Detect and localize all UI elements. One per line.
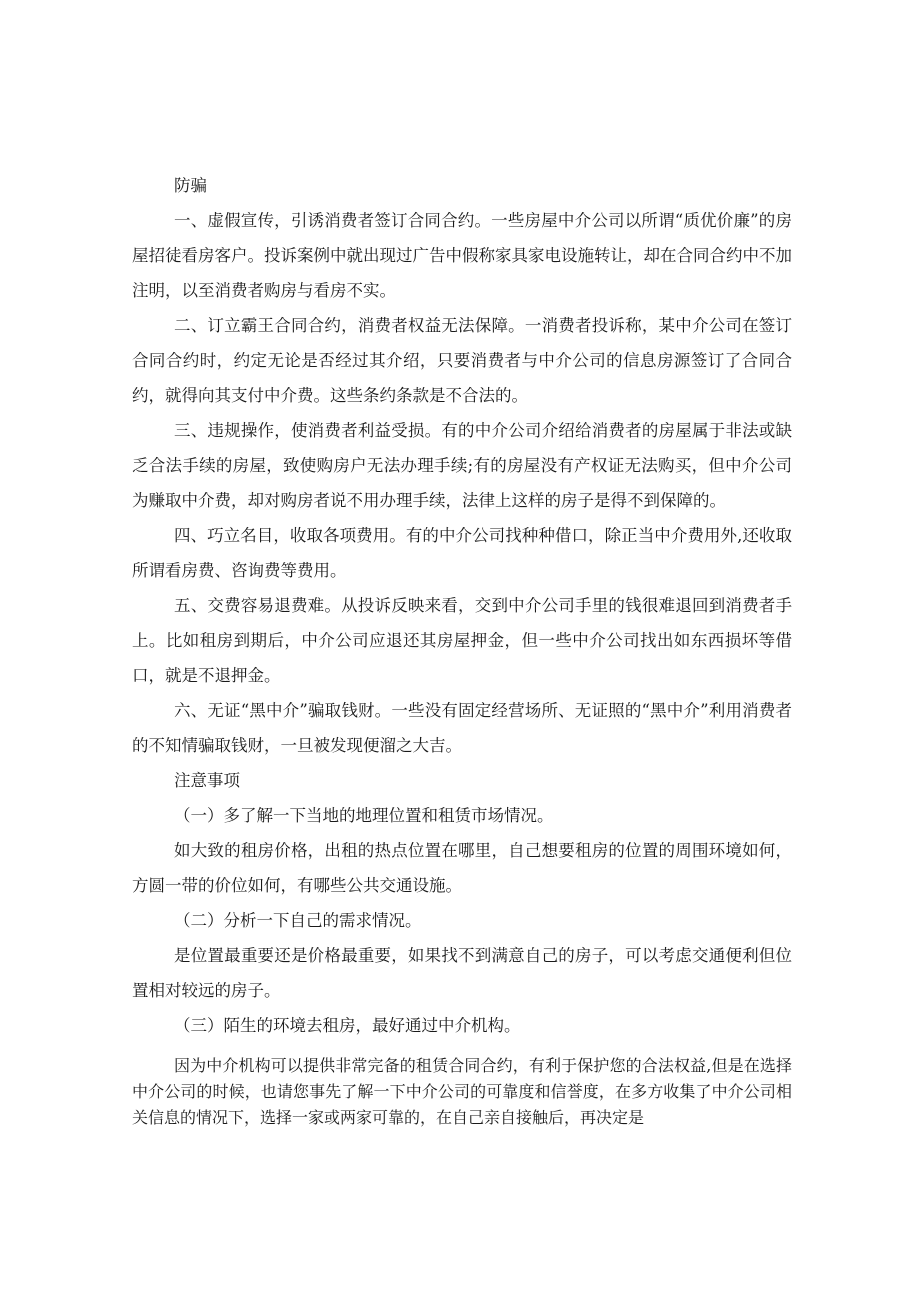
section-title-notes: 注意事项 [174, 771, 240, 790]
paragraph-6: 六、无证“黑中介”骗取钱财。一些没有固定经营场所、无证照的“黑中介”利用消费者的不知情骗取钱财，一旦被发现便溜之大吉。 [132, 701, 792, 755]
paragraph-3: 三、违规操作，使消费者利益受损。有的中介公司介绍给消费者的房屋属于非法或缺乏合法手续的房屋，致使购房户无法办理手续;有的房屋没有产权证无法购买，但中介公司为赚取中介费，却对购房者说不用办理手续，法律上这样的房子是得不到保障的。 [132, 421, 792, 510]
item-3-title: （三）陌生的环境去租房，最好通过中介机构。 [174, 1016, 521, 1035]
item-2-title: （二）分析一下自己的需求情况。 [174, 911, 422, 930]
paragraph-1: 一、虚假宣传，引诱消费者签订合同合约。一些房屋中介公司以所谓“质优价廉”的房屋招徒看房客户。投诉案例中就出现过广告中假称家具家电设施转让，却在合同合约中不加注明，以至消费者购房与看房不实。 [132, 211, 792, 300]
paragraph-4: 四、巧立名目，收取各项费用。有的中介公司找种种借口，除正当中介费用外,还收取所谓看房费、咨询费等费用。 [132, 526, 792, 580]
item-2-body: 是位置最重要还是价格最重要，如果找不到满意自己的房子，可以考虑交通便利但位置相对较远的房子。 [132, 946, 792, 1000]
document-page [132, 168, 792, 1131]
paragraph-2: 二、订立霸王合同合约，消费者权益无法保障。一消费者投诉称，某中介公司在签订合同合约时，约定无论是否经过其介绍，只要消费者与中介公司的信息房源签订了合同合约，就得向其支付中介费。这些条约条款是不合法的。 [132, 316, 792, 405]
item-1-body: 如大致的租房价格，出租的热点位置在哪里，自己想要租房的位置的周围环境如何，方圆一带的价位如何，有哪些公共交通设施。 [132, 841, 792, 895]
paragraph-5: 五、交费容易退费难。从投诉反映来看，交到中介公司手里的钱很难退回到消费者手上。比如租房到期后，中介公司应退还其房屋押金，但一些中介公司找出如东西损坏等借口，就是不退押金。 [132, 596, 792, 685]
item-1-title: （一）多了解一下当地的地理位置和租赁市场情况。 [174, 806, 554, 825]
section-title-anti-fraud: 防骗 [174, 176, 207, 195]
item-3-body: 因为中介机构可以提供非常完备的租赁合同合约，有利于保护您的合法权益,但是在选择中介公司的时候，也请您事先了解一下中介公司的可靠度和信誉度，在多方收集了中介公司相关信息的情况下，选择一家或两家可靠的，在自己亲自接触后，再决定是 [132, 1056, 792, 1127]
